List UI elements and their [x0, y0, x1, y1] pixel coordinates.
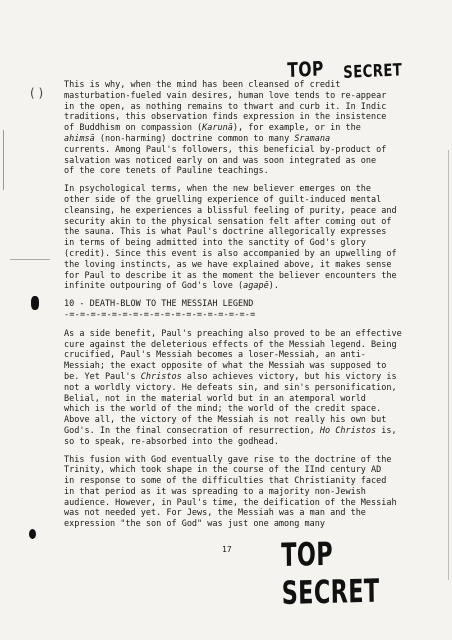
text-line: of the core tenets of Pauline teachings. — [64, 166, 269, 177]
paragraph-4 — [64, 455, 404, 531]
text-line: infinite outpouring of God's love (agapē). — [64, 281, 279, 292]
section-underline: -=-=-=-=-=-=-=-=-=-=-=-=-=-=-=-=-=-= — [64, 309, 256, 320]
text-line: This fusion with God eventually gave rise to the doctrine of the — [64, 454, 392, 465]
section-heading: 10 - DEATH-BLOW TO THE MESSIAH LEGEND — [64, 299, 254, 310]
text-line: (credit). Since this event is also accompanied by an upwelling of — [64, 248, 397, 259]
text-line: In psychological terms, when the new believer emerges on the — [64, 184, 372, 195]
page-number: 17 — [222, 545, 232, 554]
text-line: which is the world of the mind; the world of the credit space. — [64, 404, 382, 415]
body-text — [64, 80, 404, 537]
right-edge-line — [448, 150, 449, 580]
text-line: This is why, when the mind has been cleansed of credit — [64, 80, 341, 90]
secret-stamp-top: SECRET — [343, 60, 403, 83]
text-line: audience. However, in Paul's time, the deification of the Messiah — [64, 497, 397, 508]
text-line: currents. Among Paul's followers, this beneficial by-product of — [64, 144, 387, 155]
text-line: Trinity, which took shape in the course of the IInd century AD — [64, 465, 382, 476]
text-line: of Buddhism on compassion (Karunā), for example, or in the — [64, 123, 361, 134]
text-line: the loving instincts, as we have explained above, it makes sense — [64, 259, 392, 270]
text-line: ahimsā (non-harming) doctrine common to many Sramana — [64, 133, 331, 144]
text-line: in terms of being admitted into the sanctity of God's glory — [64, 238, 366, 249]
smudge-line — [10, 259, 50, 260]
text-line: expression "the son of God" was just one among many — [64, 519, 325, 530]
text-line: the sauna. This is what Paul's doctrine allegorically expresses — [64, 227, 387, 238]
paragraph-1 — [64, 80, 404, 177]
paragraph-2 — [64, 184, 404, 292]
text-line: cure against the deleterious effects of the Messiah legend. Being — [64, 339, 397, 350]
punch-hole — [31, 296, 39, 310]
text-line: salvation was noticed early on and was soon integrated as one — [64, 155, 377, 166]
top-secret-stamp-top: TOP — [287, 56, 325, 82]
text-line: so to speak, re-absorbed into the godhead. — [64, 436, 279, 447]
text-line: in the open, as nothing remains to thwart and curb it. In Indic — [64, 101, 387, 112]
punch-hole — [29, 529, 36, 539]
text-line: security akin to the physical sensation felt after coming out of — [64, 216, 392, 227]
text-line: As a side benefit, Paul's preaching also proved to be an effective — [64, 328, 402, 339]
text-line: traditions, this observation finds expression in the insistence — [64, 112, 387, 123]
text-line: not a worldly victory. He defeats sin, and sin's personification, — [64, 382, 397, 393]
text-line: Belial, not in the material world but in an atemporal world — [64, 393, 366, 404]
left-edge-line — [3, 130, 4, 190]
text-line: cleansing, he experiences a blissful feeling of purity, peace and — [64, 205, 397, 216]
text-line: crucified, Paul's Messiah becomes a loser-Messiah, an anti- — [64, 350, 366, 361]
text-line: God's. In the final consecration of resurrection, Ho Christos is, — [64, 425, 397, 436]
text-line: Messiah; the exact opposite of what the Messiah was supposed to — [64, 361, 387, 372]
text-line: in response to some of the difficulties that Christianity faced — [64, 476, 387, 487]
text-line: for Paul to describe it as the moment the believer encounters the — [64, 270, 397, 281]
text-line: other side of the gruelling experience of guilt-induced mental — [64, 194, 382, 205]
text-line: be. Yet Paul's Christos also achieves victory, but his victory is — [64, 371, 397, 382]
text-line: was not needed yet. For Jews, the Messiah was a man and the — [64, 508, 366, 519]
text-line: in that period as it was spreading to a majority non-Jewish — [64, 486, 366, 497]
top-secret-stamp-bottom: TOP SECRET — [281, 534, 380, 612]
text-line: Above all, the victory of the Messiah is not really his own but — [64, 415, 387, 426]
text-line: masturbation-fueled vain desires, human love tends to re-appear — [64, 90, 387, 101]
paragraph-3 — [64, 329, 404, 448]
punch-hole-mark: ( ) — [30, 86, 44, 100]
